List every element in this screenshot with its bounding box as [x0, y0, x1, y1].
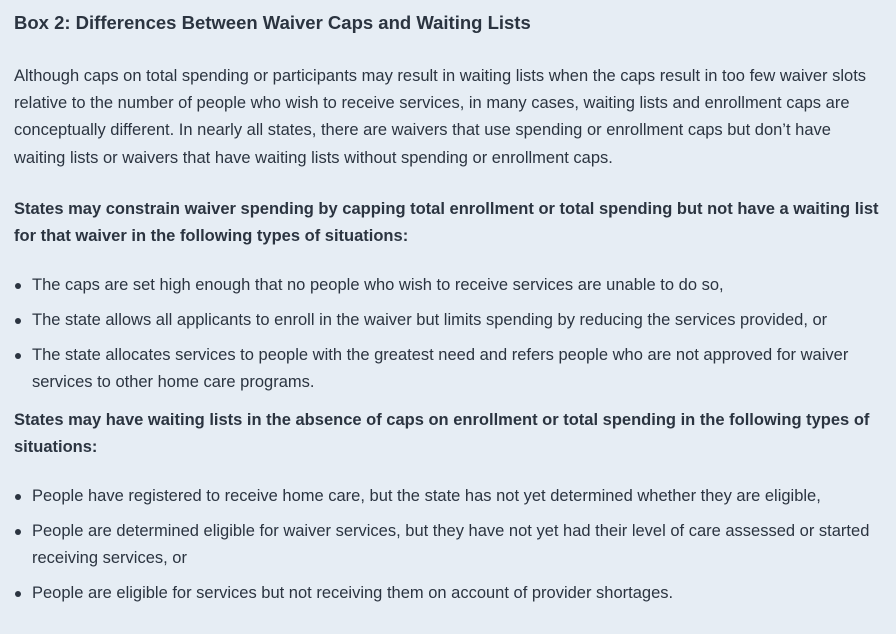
list-item: The state allocates services to people with the greatest need and refers people who are not approved for waiver services to other home care programs.	[14, 342, 882, 396]
intro-paragraph: Although caps on total spending or participants may result in waiting lists when the caps result in too few waiver slots relative to the number of people who wish to receive services, in many cases, waiting lists and enrollment caps are conceptually different. In nearly all states, there are waivers that use spending or enrollment caps but don’t have waiting lists or waivers that have waiting lists without spending or enrollment caps.	[14, 67, 867, 167]
section-2-list	[14, 483, 882, 607]
section-1-list	[14, 272, 882, 396]
list-item: People are determined eligible for waiver services, but they have not yet had their level of care assessed or started receiving services, or	[14, 518, 882, 572]
list-item: The caps are set high enough that no people who wish to receive services are unable to do so,	[14, 272, 882, 299]
list-item: The state allows all applicants to enroll in the waiver but limits spending by reducing the services provided, or	[14, 307, 882, 334]
box-title: Box 2: Differences Between Waiver Caps and Waiting Lists	[14, 12, 531, 33]
list-item: People are eligible for services but not receiving them on account of provider shortages.	[14, 580, 882, 607]
list-item: People have registered to receive home care, but the state has not yet determined whether they are eligible,	[14, 483, 882, 510]
section-2-lead: States may have waiting lists in the absence of caps on enrollment or total spending in the following types of situations:	[14, 410, 870, 456]
section-1-lead: States may constrain waiver spending by capping total enrollment or total spending but not have a waiting list for that waiver in the following types of situations:	[14, 199, 879, 246]
